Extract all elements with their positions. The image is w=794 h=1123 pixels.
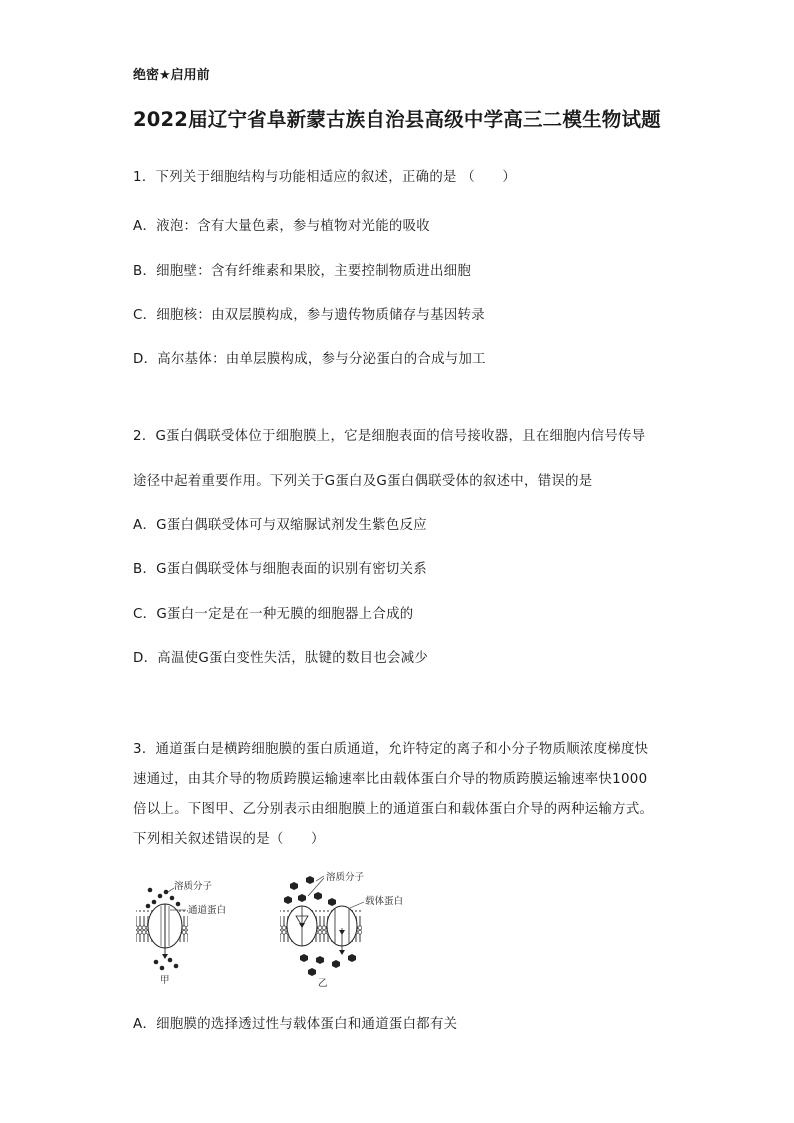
q2-option-c: C．G蛋白一定是在一种无膜的细胞器上合成的: [133, 607, 414, 622]
q2-stem-line1: 2．G蛋白偶联受体位于细胞膜上，它是细胞表面的信号接收器，且在细胞内信号传导: [133, 429, 646, 444]
q1-option-b: B．细胞壁：含有纤维素和果胶，主要控制物质进出细胞: [133, 264, 472, 279]
q3-stem-line3: 倍以上。下图甲、乙分别表示由细胞膜上的通道蛋白和载体蛋白介导的两种运输方式。: [133, 802, 654, 817]
carrier-protein-label: 载体蛋白: [365, 896, 404, 907]
q3-stem-line2: 速通过，由其介导的物质跨膜运输速率比由载体蛋白介导的物质跨膜运输速率快1000: [133, 772, 648, 787]
channel-protein-label: 通道蛋白: [188, 905, 227, 916]
q3-stem-line1: 3．通道蛋白是横跨细胞膜的蛋白质通道，允许特定的离子和小分子物质顺浓度梯度快: [133, 742, 649, 757]
diagram-channel-protein: [136, 880, 226, 986]
carrier-solute-label: 溶质分子: [326, 872, 365, 883]
channel-solute-label: 溶质分子: [174, 881, 213, 892]
q2-stem-line2: 途径中起着重要作用。下列关于G蛋白及G蛋白偶联受体的叙述中，错误的是: [133, 474, 593, 489]
q1-option-d: D．高尔基体：由单层膜构成，参与分泌蛋白的合成与加工: [133, 352, 486, 367]
q3-option-a: A．细胞膜的选择透过性与载体蛋白和通道蛋白都有关: [133, 1017, 458, 1032]
q2-option-b: B．G蛋白偶联受体与细胞表面的识别有密切关系: [133, 562, 427, 577]
q1-option-c: C．细胞核：由双层膜构成，参与遗传物质储存与基因转录: [133, 308, 485, 323]
q2-option-d: D．高温使G蛋白变性失活，肽键的数目也会减少: [133, 651, 429, 666]
q3-stem-line4: 下列相关叙述错误的是（ ）: [133, 832, 325, 847]
q1-stem: 1．下列关于细胞结构与功能相适应的叙述，正确的是 （ ）: [133, 170, 517, 185]
page-title: 2022届辽宁省阜新蒙古族自治县高级中学高三二模生物试题: [133, 108, 661, 131]
caption-yi: 乙: [318, 978, 328, 989]
secret-label: 绝密★启用前: [133, 68, 210, 83]
caption-jia: 甲: [160, 975, 170, 986]
membrane-transport-figure: [130, 866, 430, 996]
q2-option-a: A．G蛋白偶联受体可与双缩脲试剂发生紫色反应: [133, 518, 427, 533]
diagram-carrier-protein: [280, 871, 403, 989]
q1-option-a: A．液泡：含有大量色素，参与植物对光能的吸收: [133, 219, 430, 234]
